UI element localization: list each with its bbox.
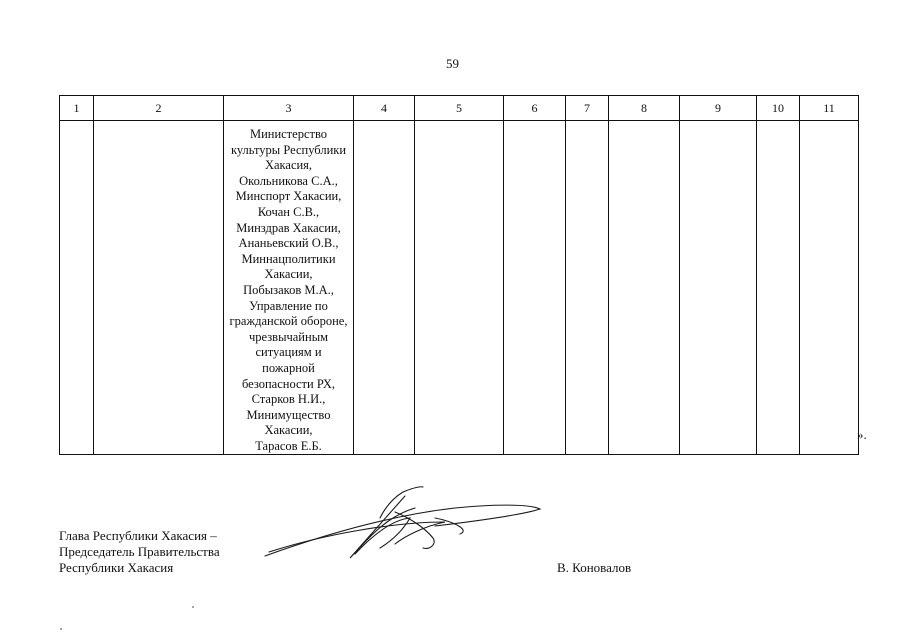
table-cell bbox=[680, 121, 757, 455]
column-number: 5 bbox=[415, 96, 504, 121]
column-number: 9 bbox=[680, 96, 757, 121]
table-cell bbox=[415, 121, 504, 455]
table-cell bbox=[566, 121, 609, 455]
table-row bbox=[60, 121, 859, 455]
data-table bbox=[59, 95, 859, 455]
column-number: 6 bbox=[504, 96, 566, 121]
scan-speck bbox=[192, 606, 194, 608]
signatory-position bbox=[59, 528, 220, 576]
signatory-position-line: Республики Хакасия bbox=[59, 560, 174, 575]
column-number: 3 bbox=[224, 96, 354, 121]
signatory-position-line: Председатель Правительства bbox=[59, 544, 220, 559]
column-number: 2 bbox=[94, 96, 224, 121]
column-number: 10 bbox=[757, 96, 800, 121]
table-header-row bbox=[60, 96, 859, 121]
table-cell bbox=[60, 121, 94, 455]
column-number: 11 bbox=[800, 96, 859, 121]
table-cell bbox=[504, 121, 566, 455]
table-cell bbox=[609, 121, 680, 455]
scan-speck bbox=[60, 628, 62, 630]
signer-name: В. Коновалов bbox=[557, 560, 632, 575]
table-cell-responsible bbox=[224, 121, 354, 455]
page-number: 59 bbox=[446, 56, 459, 71]
table-cell bbox=[94, 121, 224, 455]
column-number: 7 bbox=[566, 96, 609, 121]
closing-quote-mark: ». bbox=[857, 427, 867, 442]
column-number: 8 bbox=[609, 96, 680, 121]
handwritten-signature bbox=[255, 478, 555, 568]
table-cell bbox=[800, 121, 859, 455]
column-number: 1 bbox=[60, 96, 94, 121]
table-cell bbox=[354, 121, 415, 455]
responsible-executors-text: Министерство культуры Республики Хакасия, Окольникова С.А., Минспорт Хакасии, Кочан С.В., Минздрав Хакасии, Ананьевский О.В., Миннацполитики Хакасии, Побызаков М.А., Управление по гражданской обороне, чрезвычайным ситуациям и пожарной безопасности РХ, Старков Н.И., Минимущество Хакасии, Тарасов Е.Б. bbox=[229, 127, 348, 453]
table-cell bbox=[757, 121, 800, 455]
signatory-position-line: Глава Республики Хакасия – bbox=[59, 528, 217, 543]
column-number: 4 bbox=[354, 96, 415, 121]
